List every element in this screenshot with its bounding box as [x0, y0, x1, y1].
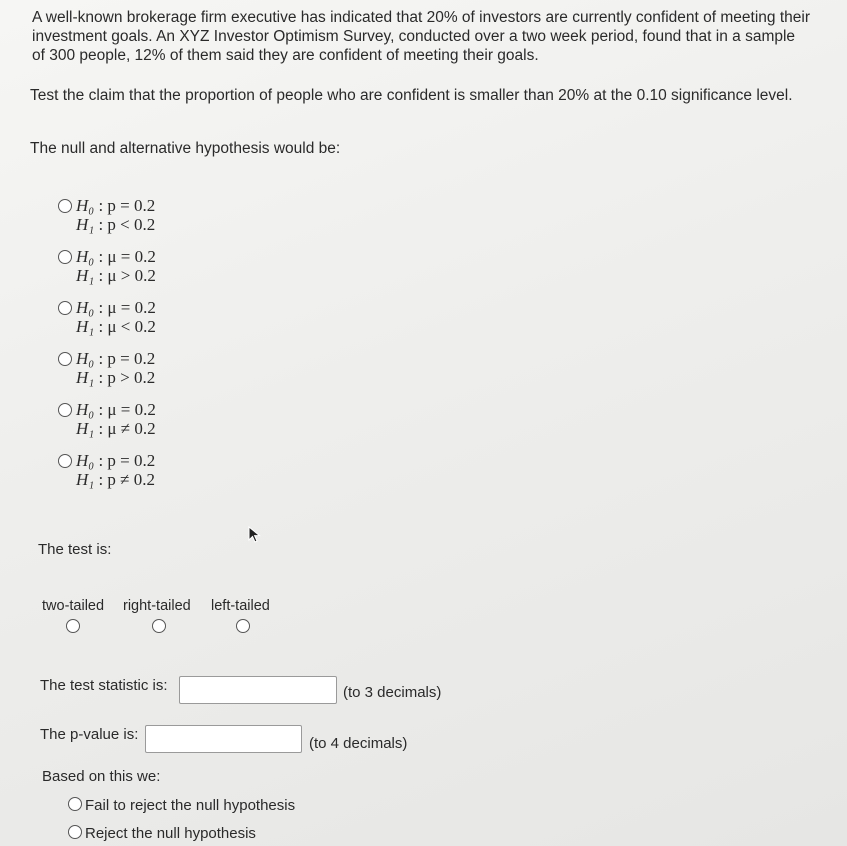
question-claim: Test the claim that the proportion of people who are confident is smaller than 20% at the 0.10 significance level.	[30, 87, 793, 104]
radio-button-icon[interactable]	[58, 352, 72, 366]
test-statistic-label: The test statistic is:	[40, 677, 168, 694]
conclusion-fail-to-reject[interactable]: Fail to reject the null hypothesis	[68, 797, 295, 814]
p-value-hint: (to 4 decimals)	[309, 735, 408, 752]
radio-button-icon[interactable]	[66, 619, 80, 633]
p-value-label: The p-value is:	[40, 726, 139, 743]
radio-button-icon[interactable]	[58, 199, 72, 213]
radio-button-icon[interactable]	[152, 619, 166, 633]
conclusion-reject[interactable]: Reject the null hypothesis	[68, 825, 256, 842]
radio-button-icon[interactable]	[58, 454, 72, 468]
conclusion-label: Based on this we:	[42, 768, 161, 785]
radio-button-icon[interactable]	[58, 250, 72, 264]
hypothesis-prompt: The null and alternative hypothesis would be:	[30, 140, 341, 157]
test-type-left-tailed[interactable]: left-tailed	[211, 598, 270, 614]
radio-button-icon[interactable]	[236, 619, 250, 633]
radio-button-icon[interactable]	[58, 403, 72, 417]
test-type-two-tailed[interactable]: two-tailed	[42, 598, 104, 614]
radio-button-icon[interactable]	[68, 797, 82, 811]
test-statistic-input[interactable]	[179, 676, 337, 704]
radio-button-icon[interactable]	[58, 301, 72, 315]
question-intro: A well-known brokerage firm executive has indicated that 20% of investors are currently confident of meeting their investment goals. An XYZ Investor Optimism Survey, conducted over a two week period, found that in a sample of 300 people, 12% of them said they are confident of meeting their goals.	[32, 9, 810, 64]
test-type-right-tailed[interactable]: right-tailed	[123, 598, 191, 614]
p-value-input[interactable]	[145, 725, 302, 753]
mouse-pointer-icon	[248, 526, 262, 544]
test-type-label: The test is:	[38, 541, 112, 558]
radio-button-icon[interactable]	[68, 825, 82, 839]
test-statistic-hint: (to 3 decimals)	[343, 684, 442, 701]
